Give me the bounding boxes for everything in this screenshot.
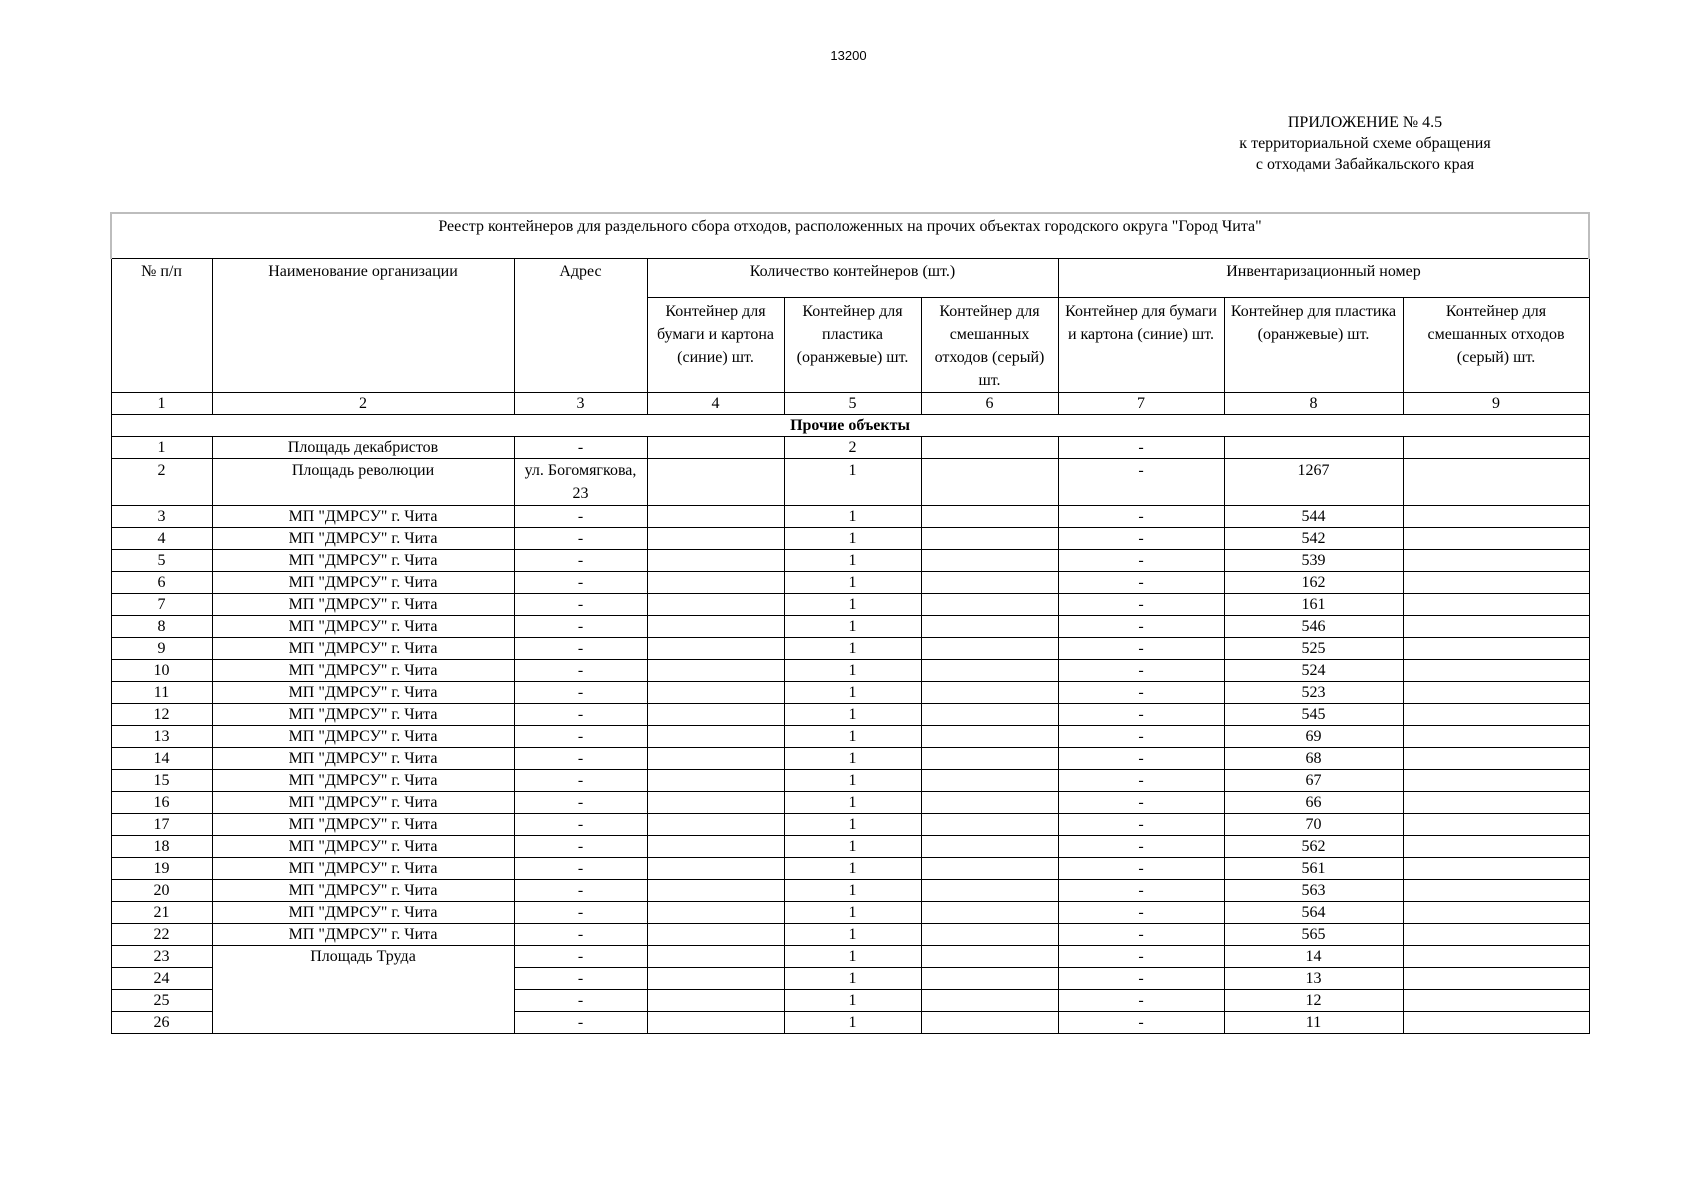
row-qty-plastic: 1 (784, 748, 921, 770)
row-inv-paper: - (1058, 660, 1224, 682)
table-row (111, 924, 1589, 946)
row-qty-mixed (921, 682, 1058, 704)
row-address: - (514, 506, 647, 528)
row-qty-plastic: 1 (784, 616, 921, 638)
row-qty-paper (647, 946, 784, 968)
row-qty-plastic: 1 (784, 902, 921, 924)
table-row (111, 836, 1589, 858)
table-row (111, 792, 1589, 814)
table-row (111, 748, 1589, 770)
row-inv-mixed (1403, 748, 1589, 770)
row-qty-mixed (921, 770, 1058, 792)
row-organization: МП "ДМРСУ" г. Чита (212, 924, 514, 946)
table-row (111, 880, 1589, 902)
container-registry-table (110, 212, 1590, 1034)
row-organization: МП "ДМРСУ" г. Чита (212, 902, 514, 924)
row-organization: МП "ДМРСУ" г. Чита (212, 550, 514, 572)
column-number: 2 (212, 393, 514, 415)
row-inv-plastic: 69 (1224, 726, 1403, 748)
row-address: - (514, 1012, 647, 1034)
row-number: 11 (111, 682, 212, 704)
row-address: - (514, 638, 647, 660)
row-qty-paper (647, 528, 784, 550)
row-qty-paper (647, 506, 784, 528)
row-address: - (514, 660, 647, 682)
row-inv-paper: - (1058, 748, 1224, 770)
row-qty-mixed (921, 704, 1058, 726)
table-row (111, 594, 1589, 616)
table-row (111, 682, 1589, 704)
row-qty-paper (647, 550, 784, 572)
column-number: 3 (514, 393, 647, 415)
row-inv-mixed (1403, 858, 1589, 880)
row-address: - (514, 770, 647, 792)
row-number: 13 (111, 726, 212, 748)
row-inv-paper: - (1058, 726, 1224, 748)
row-qty-mixed (921, 836, 1058, 858)
row-qty-plastic: 1 (784, 836, 921, 858)
row-inv-mixed (1403, 968, 1589, 990)
row-inv-mixed (1403, 990, 1589, 1012)
row-inv-paper: - (1058, 506, 1224, 528)
row-address: - (514, 902, 647, 924)
row-inv-paper: - (1058, 968, 1224, 990)
row-number: 4 (111, 528, 212, 550)
row-number: 6 (111, 572, 212, 594)
row-qty-plastic: 1 (784, 770, 921, 792)
row-number: 25 (111, 990, 212, 1012)
row-address: - (514, 682, 647, 704)
row-inv-mixed (1403, 682, 1589, 704)
row-number: 20 (111, 880, 212, 902)
row-qty-paper (647, 594, 784, 616)
header-address: Адрес (514, 259, 647, 393)
row-qty-mixed (921, 528, 1058, 550)
row-inv-paper: - (1058, 528, 1224, 550)
row-inv-mixed (1403, 660, 1589, 682)
row-qty-paper (647, 704, 784, 726)
row-number: 14 (111, 748, 212, 770)
row-qty-mixed (921, 748, 1058, 770)
row-inv-paper: - (1058, 594, 1224, 616)
row-inv-paper: - (1058, 770, 1224, 792)
row-qty-plastic: 1 (784, 506, 921, 528)
header-quantity-group: Количество контейнеров (шт.) (647, 259, 1058, 298)
row-inv-paper: - (1058, 902, 1224, 924)
row-organization: МП "ДМРСУ" г. Чита (212, 726, 514, 748)
row-inv-mixed (1403, 770, 1589, 792)
row-address: - (514, 880, 647, 902)
header-num: № п/п (111, 259, 212, 393)
row-inv-mixed (1403, 836, 1589, 858)
row-number: 22 (111, 924, 212, 946)
row-qty-plastic: 1 (784, 880, 921, 902)
row-qty-mixed (921, 616, 1058, 638)
row-qty-plastic: 1 (784, 858, 921, 880)
row-inv-mixed (1403, 437, 1589, 459)
row-inv-plastic: 12 (1224, 990, 1403, 1012)
row-address: - (514, 924, 647, 946)
appendix-line-3: с отходами Забайкальского края (1255, 156, 1475, 173)
row-inv-paper: - (1058, 946, 1224, 968)
row-qty-plastic: 1 (784, 968, 921, 990)
row-inv-plastic: 544 (1224, 506, 1403, 528)
row-inv-plastic: 11 (1224, 1012, 1403, 1034)
appendix-line-1: ПРИЛОЖЕНИЕ № 4.5 (1287, 114, 1443, 131)
row-inv-mixed (1403, 792, 1589, 814)
row-number: 18 (111, 836, 212, 858)
row-address: - (514, 748, 647, 770)
row-address: - (514, 437, 647, 459)
row-qty-mixed (921, 594, 1058, 616)
row-qty-plastic: 1 (784, 572, 921, 594)
row-qty-mixed (921, 437, 1058, 459)
row-number: 2 (111, 459, 212, 506)
row-qty-mixed (921, 506, 1058, 528)
row-address: - (514, 704, 647, 726)
row-qty-paper (647, 748, 784, 770)
row-inv-plastic: 13 (1224, 968, 1403, 990)
row-address: ул. Богомягкова, 23 (514, 459, 647, 506)
header-qty-plastic: Контейнер для пластика (оранжевые) шт. (784, 298, 921, 393)
appendix-line-2: к территориальной схеме обращения (1239, 135, 1491, 152)
row-qty-mixed (921, 572, 1058, 594)
row-qty-mixed (921, 880, 1058, 902)
row-qty-mixed (921, 858, 1058, 880)
table-row (111, 459, 1589, 506)
row-address: - (514, 528, 647, 550)
row-qty-paper (647, 1012, 784, 1034)
row-address: - (514, 550, 647, 572)
row-qty-mixed (921, 726, 1058, 748)
row-qty-plastic: 1 (784, 459, 921, 506)
table-row (111, 506, 1589, 528)
row-organization: МП "ДМРСУ" г. Чита (212, 616, 514, 638)
row-qty-plastic: 1 (784, 990, 921, 1012)
column-number: 5 (784, 393, 921, 415)
row-organization: Площадь Труда (212, 946, 514, 1034)
row-number: 24 (111, 968, 212, 990)
row-qty-paper (647, 858, 784, 880)
row-inv-mixed (1403, 946, 1589, 968)
row-inv-plastic: 561 (1224, 858, 1403, 880)
row-address: - (514, 814, 647, 836)
row-qty-paper (647, 660, 784, 682)
row-inv-plastic: 70 (1224, 814, 1403, 836)
row-organization: МП "ДМРСУ" г. Чита (212, 792, 514, 814)
row-qty-plastic: 1 (784, 704, 921, 726)
table-row (111, 726, 1589, 748)
row-inv-paper: - (1058, 682, 1224, 704)
row-qty-paper (647, 924, 784, 946)
row-number: 16 (111, 792, 212, 814)
row-qty-plastic: 1 (784, 660, 921, 682)
row-inv-plastic (1224, 437, 1403, 459)
header-organization: Наименование организации (212, 259, 514, 393)
row-organization: МП "ДМРСУ" г. Чита (212, 814, 514, 836)
row-organization: МП "ДМРСУ" г. Чита (212, 770, 514, 792)
row-organization: МП "ДМРСУ" г. Чита (212, 748, 514, 770)
table-row (111, 946, 1589, 968)
table-row (111, 660, 1589, 682)
row-qty-paper (647, 770, 784, 792)
table-row (111, 638, 1589, 660)
row-number: 17 (111, 814, 212, 836)
row-qty-plastic: 1 (784, 814, 921, 836)
row-qty-plastic: 1 (784, 726, 921, 748)
row-organization: МП "ДМРСУ" г. Чита (212, 704, 514, 726)
row-qty-mixed (921, 459, 1058, 506)
row-inv-mixed (1403, 726, 1589, 748)
column-number: 1 (111, 393, 212, 415)
row-inv-paper: - (1058, 616, 1224, 638)
row-qty-mixed (921, 550, 1058, 572)
row-qty-paper (647, 836, 784, 858)
row-inv-mixed (1403, 572, 1589, 594)
row-inv-plastic: 564 (1224, 902, 1403, 924)
row-inv-mixed (1403, 594, 1589, 616)
row-organization: Площадь декабристов (212, 437, 514, 459)
row-number: 19 (111, 858, 212, 880)
row-address: - (514, 946, 647, 968)
row-address: - (514, 990, 647, 1012)
row-qty-paper (647, 638, 784, 660)
row-qty-paper (647, 814, 784, 836)
row-inv-mixed (1403, 506, 1589, 528)
row-inv-mixed (1403, 902, 1589, 924)
row-organization: МП "ДМРСУ" г. Чита (212, 836, 514, 858)
row-number: 8 (111, 616, 212, 638)
row-organization: МП "ДМРСУ" г. Чита (212, 572, 514, 594)
row-qty-paper (647, 792, 784, 814)
row-inv-plastic: 161 (1224, 594, 1403, 616)
header-qty-paper: Контейнер для бумаги и картона (синие) шт. (647, 298, 784, 393)
row-inv-paper: - (1058, 990, 1224, 1012)
row-qty-mixed (921, 1012, 1058, 1034)
column-number: 6 (921, 393, 1058, 415)
row-number: 9 (111, 638, 212, 660)
table-row (111, 770, 1589, 792)
row-inv-mixed (1403, 814, 1589, 836)
row-inv-plastic: 565 (1224, 924, 1403, 946)
row-organization: Площадь революции (212, 459, 514, 506)
row-inv-plastic: 525 (1224, 638, 1403, 660)
row-inv-paper: - (1058, 858, 1224, 880)
row-qty-paper (647, 726, 784, 748)
table-row (111, 616, 1589, 638)
row-inv-plastic: 563 (1224, 880, 1403, 902)
row-qty-paper (647, 682, 784, 704)
row-inv-mixed (1403, 638, 1589, 660)
column-number: 8 (1224, 393, 1403, 415)
row-qty-plastic: 1 (784, 924, 921, 946)
row-number: 23 (111, 946, 212, 968)
row-inv-plastic: 562 (1224, 836, 1403, 858)
header-qty-mixed: Контейнер для смешанных отходов (серый) шт. (921, 298, 1058, 393)
row-inv-paper: - (1058, 1012, 1224, 1034)
row-inv-paper: - (1058, 924, 1224, 946)
header-inv-paper: Контейнер для бумаги и картона (синие) шт. (1058, 298, 1224, 393)
row-address: - (514, 792, 647, 814)
row-qty-plastic: 1 (784, 946, 921, 968)
row-inv-paper: - (1058, 550, 1224, 572)
row-qty-mixed (921, 660, 1058, 682)
row-qty-plastic: 1 (784, 638, 921, 660)
row-inv-mixed (1403, 924, 1589, 946)
row-qty-paper (647, 459, 784, 506)
row-inv-paper: - (1058, 459, 1224, 506)
row-qty-mixed (921, 946, 1058, 968)
table-row (111, 902, 1589, 924)
row-inv-plastic: 545 (1224, 704, 1403, 726)
row-organization: МП "ДМРСУ" г. Чита (212, 638, 514, 660)
table-row (111, 814, 1589, 836)
row-number: 1 (111, 437, 212, 459)
row-inv-plastic: 523 (1224, 682, 1403, 704)
row-inv-plastic: 1267 (1224, 459, 1403, 506)
row-organization: МП "ДМРСУ" г. Чита (212, 528, 514, 550)
row-qty-paper (647, 968, 784, 990)
row-inv-paper: - (1058, 792, 1224, 814)
row-organization: МП "ДМРСУ" г. Чита (212, 660, 514, 682)
row-inv-plastic: 524 (1224, 660, 1403, 682)
row-qty-paper (647, 572, 784, 594)
row-inv-mixed (1403, 1012, 1589, 1034)
row-organization: МП "ДМРСУ" г. Чита (212, 858, 514, 880)
header-inv-plastic: Контейнер для пластика (оранжевые) шт. (1224, 298, 1403, 393)
row-inv-mixed (1403, 880, 1589, 902)
row-inv-mixed (1403, 528, 1589, 550)
row-inv-plastic: 66 (1224, 792, 1403, 814)
row-address: - (514, 572, 647, 594)
row-qty-mixed (921, 924, 1058, 946)
row-inv-plastic: 67 (1224, 770, 1403, 792)
row-inv-mixed (1403, 459, 1589, 506)
row-qty-paper (647, 437, 784, 459)
table-row (111, 528, 1589, 550)
table-title: Реестр контейнеров для раздельного сбора отходов, расположенных на прочих объектах городского округа "Город Чита" (111, 213, 1589, 259)
table-row (111, 572, 1589, 594)
row-organization: МП "ДМРСУ" г. Чита (212, 506, 514, 528)
row-number: 12 (111, 704, 212, 726)
row-qty-plastic: 1 (784, 792, 921, 814)
row-inv-paper: - (1058, 836, 1224, 858)
row-inv-paper: - (1058, 638, 1224, 660)
row-inv-paper: - (1058, 704, 1224, 726)
row-qty-mixed (921, 902, 1058, 924)
row-qty-mixed (921, 968, 1058, 990)
row-qty-mixed (921, 990, 1058, 1012)
row-organization: МП "ДМРСУ" г. Чита (212, 594, 514, 616)
row-address: - (514, 836, 647, 858)
table-row (111, 858, 1589, 880)
row-qty-plastic: 1 (784, 682, 921, 704)
row-address: - (514, 858, 647, 880)
row-organization: МП "ДМРСУ" г. Чита (212, 682, 514, 704)
row-number: 26 (111, 1012, 212, 1034)
row-qty-paper (647, 990, 784, 1012)
row-inv-plastic: 14 (1224, 946, 1403, 968)
row-inv-paper: - (1058, 437, 1224, 459)
row-inv-mixed (1403, 616, 1589, 638)
row-qty-mixed (921, 638, 1058, 660)
row-number: 3 (111, 506, 212, 528)
row-number: 5 (111, 550, 212, 572)
table-row (111, 550, 1589, 572)
row-inv-plastic: 539 (1224, 550, 1403, 572)
row-qty-plastic: 1 (784, 550, 921, 572)
row-number: 7 (111, 594, 212, 616)
header-inventory-group: Инвентаризационный номер (1058, 259, 1589, 298)
row-address: - (514, 616, 647, 638)
row-number: 10 (111, 660, 212, 682)
row-qty-mixed (921, 814, 1058, 836)
section-heading: Прочие объекты (111, 415, 1589, 437)
row-inv-plastic: 546 (1224, 616, 1403, 638)
page-number: 13200 (830, 48, 867, 63)
row-organization: МП "ДМРСУ" г. Чита (212, 880, 514, 902)
appendix-heading (1200, 112, 1530, 175)
row-address: - (514, 726, 647, 748)
row-inv-plastic: 162 (1224, 572, 1403, 594)
row-inv-plastic: 542 (1224, 528, 1403, 550)
column-number: 4 (647, 393, 784, 415)
header-inv-mixed: Контейнер для смешанных отходов (серый) шт. (1403, 298, 1589, 393)
row-inv-paper: - (1058, 880, 1224, 902)
row-inv-mixed (1403, 704, 1589, 726)
row-qty-plastic: 1 (784, 528, 921, 550)
row-inv-plastic: 68 (1224, 748, 1403, 770)
row-number: 15 (111, 770, 212, 792)
row-qty-plastic: 1 (784, 1012, 921, 1034)
row-qty-mixed (921, 792, 1058, 814)
row-qty-paper (647, 616, 784, 638)
column-number: 9 (1403, 393, 1589, 415)
row-qty-paper (647, 902, 784, 924)
row-qty-paper (647, 880, 784, 902)
row-inv-paper: - (1058, 814, 1224, 836)
row-qty-plastic: 2 (784, 437, 921, 459)
row-inv-paper: - (1058, 572, 1224, 594)
row-number: 21 (111, 902, 212, 924)
table-row (111, 704, 1589, 726)
row-inv-mixed (1403, 550, 1589, 572)
row-address: - (514, 594, 647, 616)
row-qty-plastic: 1 (784, 594, 921, 616)
row-address: - (514, 968, 647, 990)
column-number: 7 (1058, 393, 1224, 415)
column-numbers-row (111, 393, 1589, 415)
table-row (111, 437, 1589, 459)
